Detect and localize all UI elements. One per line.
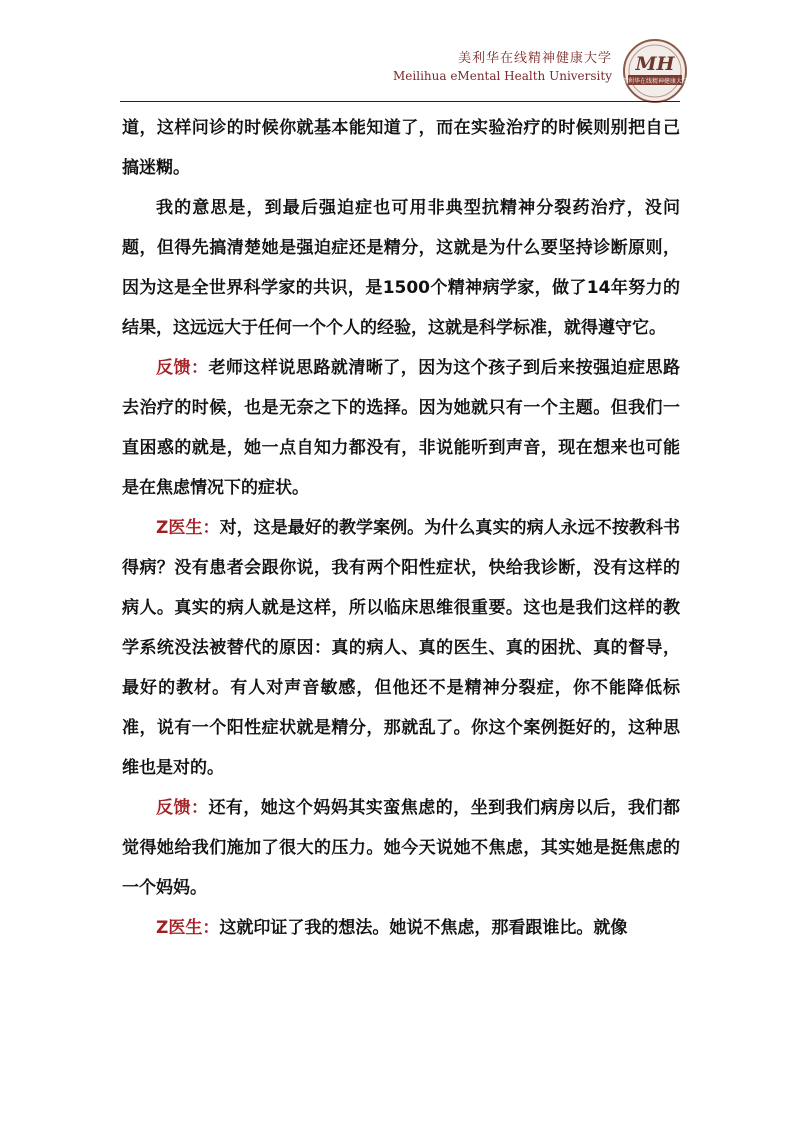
paragraph-5 [122,788,680,908]
paragraph-3 [122,348,680,508]
paragraph-text: 老师这样说思路就清晰了，因为这个孩子到后来按强迫症思路去治疗的时候，也是无奈之下的选择。因为她就只有一个主题。但我们一直困惑的就是，她一点自知力都没有，非说能听到声音，现在想来也可能是在焦虑情况下的症状。 [122,358,681,498]
paragraph-text: 对，这是最好的教学案例。为什么真实的病人永远不按教科书得病？没有患者会跟你说，我有两个阳性症状，快给我诊断，没有这样的病人。真实的病人就是这样，所以临床思维很重要。这也是我们这样的教学系统没法被替代的原因：真的病人、真的医生、真的困扰、真的督导，最好的教材。有人对声音敏感，但他还不是精神分裂症，你不能降低标准，说有一个阳性症状就是精分，那就乱了。你这个案例挺好的，这种思维也是对的。 [122,518,681,778]
header-title-en: Meilihua eMental Health University [393,69,612,83]
paragraph-text: 这就印证了我的想法。她说不焦虑，那看跟谁比。就像 [219,918,628,938]
paragraph-1 [122,108,680,188]
speaker-label: Z医生： [156,518,220,538]
header-title-cn: 美利华在线精神健康大学 [457,51,612,66]
speaker-label: 反馈： [156,798,209,818]
header-text [393,50,612,84]
svg-text:MH: MH [635,53,675,75]
svg-text:美利华在线精神健康大学: 美利华在线精神健康大学 [622,78,688,85]
speaker-label: Z医生： [156,918,220,938]
header-rule [120,101,680,102]
page-header [120,38,688,102]
speaker-label: 反馈： [156,358,209,378]
paragraph-6 [122,908,680,948]
paragraph-text: 还有，她这个妈妈其实蛮焦虑的，坐到我们病房以后，我们都觉得她给我们施加了很大的压力。她今天说她不焦虑，其实她是挺焦虑的一个妈妈。 [122,798,681,898]
document-body [122,108,680,948]
paragraph-2 [122,188,680,348]
paragraph-text: 道，这样问诊的时候你就基本能知道了，而在实验治疗的时候则别把自己搞迷糊。 [122,118,680,178]
paragraph-4 [122,508,680,788]
university-logo [622,38,688,104]
paragraph-text: 我的意思是，到最后强迫症也可用非典型抗精神分裂药治疗，没问题，但得先搞清楚她是强迫症还是精分，这就是为什么要坚持诊断原则，因为这是全世界科学家的共识，是1500个精神病学家，做了14年努力的结果，这远远大于任何一个个人的经验，这就是科学标准，就得遵守它。 [122,198,680,338]
